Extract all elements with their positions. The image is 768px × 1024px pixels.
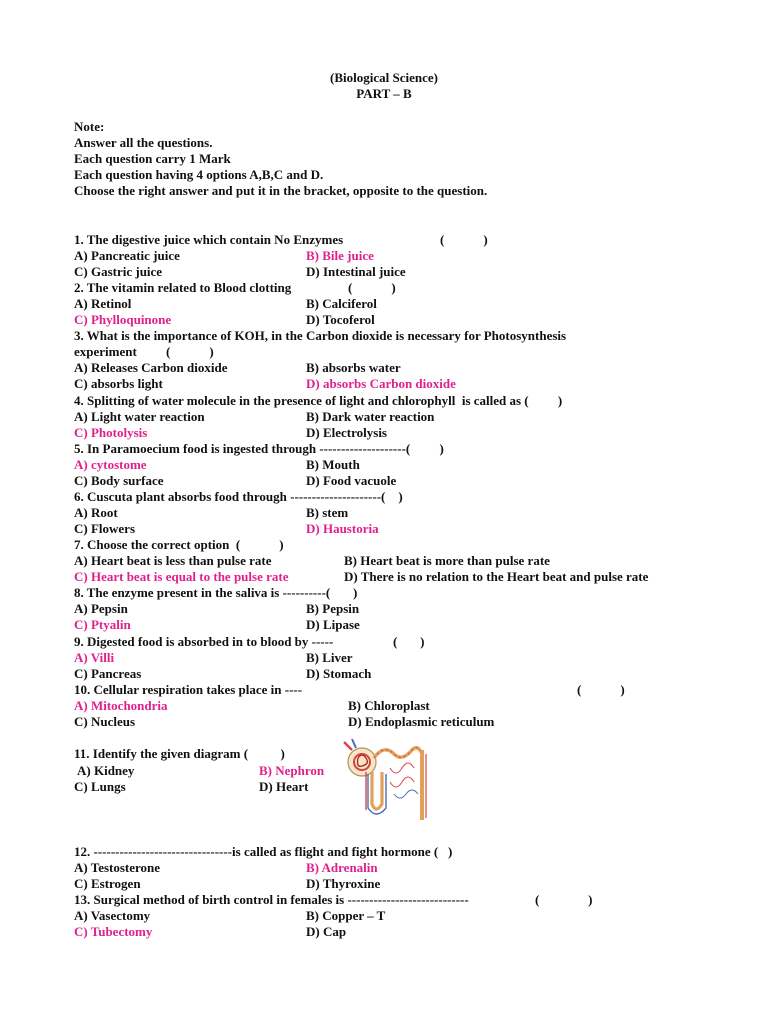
answer-bracket: ( ) (535, 892, 593, 907)
option: A) Heart beat is less than pulse rate (74, 553, 272, 568)
option: A) Pancreatic juice (74, 248, 180, 263)
option-correct: D) absorbs Carbon dioxide (306, 376, 456, 391)
option: D) Food vacuole (306, 473, 397, 488)
question-text: 3. What is the importance of KOH, in the Carbon dioxide is necessary for Photosynthesis (74, 328, 567, 343)
note-line: Choose the right answer and put it in the bracket, opposite to the question. (74, 183, 488, 198)
option-correct: C) Tubectomy (74, 924, 153, 939)
option: A) Testosterone (74, 860, 161, 875)
option: C) Lungs (74, 779, 126, 794)
option-correct: C) Heart beat is equal to the pulse rate (74, 569, 289, 584)
question-text: 13. Surgical method of birth control in females is ---------------------------- (74, 892, 469, 907)
answer-bracket: ( ) (577, 682, 625, 697)
option: C) Gastric juice (74, 264, 163, 279)
nephron-icon (342, 738, 434, 822)
option: C) Body surface (74, 473, 164, 488)
option: D) There is no relation to the Heart beat and pulse rate (344, 569, 649, 584)
option-correct: B) Bile juice (306, 248, 374, 263)
note-heading: Note: (74, 119, 105, 134)
option-correct: D) Haustoria (306, 521, 379, 536)
option: D) Intestinal juice (306, 264, 406, 279)
note-line: Each question carry 1 Mark (74, 151, 231, 166)
subject-title: (Biological Science) (330, 70, 438, 85)
question-text: 10. Cellular respiration takes place in ---- (74, 682, 303, 697)
option: A) Root (74, 505, 118, 520)
question-text: 2. The vitamin related to Blood clotting (74, 280, 292, 295)
option: B) Calciferol (306, 296, 377, 311)
option: B) stem (306, 505, 349, 520)
option: D) Heart (259, 779, 309, 794)
answer-bracket: ( ) (440, 232, 488, 247)
question-text: 4. Splitting of water molecule in the presence of light and chlorophyll is called as ( ) (74, 393, 563, 408)
option: B) Chloroplast (348, 698, 430, 713)
option: A) Releases Carbon dioxide (74, 360, 228, 375)
question-text: 12. --------------------------------is called as flight and fight hormone ( ) (74, 844, 453, 859)
option: A) Vasectomy (74, 908, 151, 923)
option: B) Liver (306, 650, 353, 665)
question-text: 7. Choose the correct option ( ) (74, 537, 284, 552)
option: D) Electrolysis (306, 425, 387, 440)
option: B) Heart beat is more than pulse rate (344, 553, 550, 568)
question-text: 5. In Paramoecium food is ingested through --------------------( ) (74, 441, 444, 456)
option-correct: A) cytostome (74, 457, 147, 472)
option: A) Retinol (74, 296, 132, 311)
option: C) Nucleus (74, 714, 136, 729)
option: C) Estrogen (74, 876, 141, 891)
question-text: 9. Digested food is absorbed in to blood by ----- (74, 634, 334, 649)
option: D) Endoplasmic reticulum (348, 714, 495, 729)
option: A) Pepsin (74, 601, 128, 616)
question-text: 11. Identify the given diagram ( ) (74, 746, 285, 761)
option: B) Pepsin (306, 601, 360, 616)
question-text: experiment (74, 344, 137, 359)
option: C) absorbs light (74, 376, 163, 391)
option-correct: C) Ptyalin (74, 617, 131, 632)
option-correct: B) Adrenalin (306, 860, 378, 875)
option: C) Pancreas (74, 666, 142, 681)
note-line: Each question having 4 options A,B,C and D. (74, 167, 324, 182)
option: D) Stomach (306, 666, 372, 681)
question-text: 1. The digestive juice which contain No Enzymes (74, 232, 344, 247)
option: D) Thyroxine (306, 876, 381, 891)
answer-bracket: ( ) (393, 634, 425, 649)
option: C) Flowers (74, 521, 136, 536)
question-text: 6. Cuscuta plant absorbs food through ---------------------( ) (74, 489, 403, 504)
note-line: Answer all the questions. (74, 135, 213, 150)
option-correct: A) Mitochondria (74, 698, 168, 713)
option: D) Cap (306, 924, 347, 939)
option-correct: A) Villi (74, 650, 115, 665)
option-correct: C) Photolysis (74, 425, 148, 440)
option: B) Mouth (306, 457, 360, 472)
part-title: PART – B (356, 86, 412, 101)
option-correct: C) Phylloquinone (74, 312, 172, 327)
answer-bracket: ( ) (348, 280, 396, 295)
option: D) Lipase (306, 617, 360, 632)
option: B) Dark water reaction (306, 409, 435, 424)
question-text: 8. The enzyme present in the saliva is ----------( ) (74, 585, 358, 600)
option: A) Kidney (77, 763, 135, 778)
option: B) Copper – T (306, 908, 386, 923)
option: D) Tocoferol (306, 312, 375, 327)
option: B) absorbs water (306, 360, 401, 375)
option: A) Light water reaction (74, 409, 205, 424)
answer-bracket: ( ) (166, 344, 214, 359)
option-correct: B) Nephron (259, 763, 325, 778)
